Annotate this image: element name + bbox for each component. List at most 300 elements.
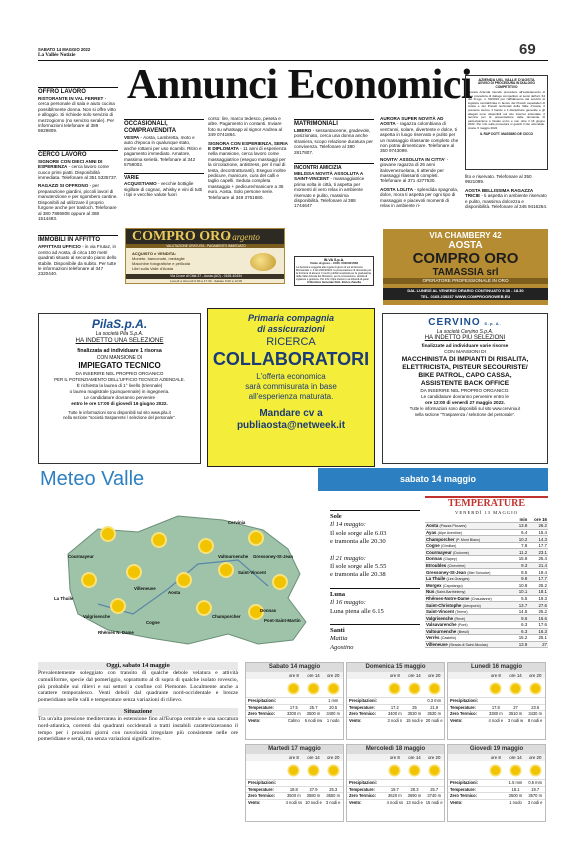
imprint-sign: Il Direttore Generale Dott. Enrico Zanella: [307, 280, 361, 285]
ad-line: TAMASSIA srl: [432, 267, 499, 278]
time-label: ore 8: [490, 673, 501, 678]
station-place: (P. Mont Blanc): [455, 537, 481, 542]
sun-icon: [390, 766, 399, 775]
temp-max: 16.6: [528, 615, 548, 622]
station-name: Etroubles: [426, 562, 447, 568]
col-max: ore 16: [528, 516, 548, 523]
temperature-row: [425, 529, 548, 536]
forecast-value: 21.9: [430, 704, 439, 710]
forecast-value: 3500 m: [287, 793, 301, 799]
forecast-value: 23.6: [531, 704, 540, 710]
row-label: Vento:: [248, 799, 261, 805]
sun-icon: [531, 766, 540, 775]
station-place: (Alpe Aventine): [437, 530, 462, 535]
forecast-row-zero: [448, 792, 545, 799]
ad-line: VIA CHAMBERY 42: [429, 231, 502, 240]
column-1: [38, 84, 118, 280]
map-city-label: Courmayeur: [68, 554, 94, 559]
row-label: Temperature:: [349, 704, 375, 710]
forecast-row-zero: [347, 710, 444, 717]
cervino-logo-text: CERVINO: [428, 317, 481, 328]
forecast-value: 3400 m: [388, 711, 402, 717]
row-label: Vento:: [450, 717, 463, 723]
category-occasionali: OCCASIONALI, COMPRAVENDITA: [124, 119, 204, 135]
temp-max: 25.2: [528, 582, 548, 589]
forecast-value: [385, 780, 405, 786]
today-forecast: [38, 662, 238, 743]
ad-line: Le candidature dovranno pervenire: [83, 394, 156, 400]
forecast-value: 3430 m: [528, 711, 542, 717]
sole-line: Il 14 maggio:: [330, 521, 366, 529]
station-place: (Revé): [454, 616, 466, 621]
temp-max: 25.2: [528, 608, 548, 615]
sun-icon: [329, 766, 338, 775]
ad-line: OPERATORE PROFESSIONALE IN ORO: [383, 278, 548, 284]
map-city-label: Cervinia: [228, 520, 246, 525]
forecast-value: 20 nodi e: [425, 717, 443, 723]
ad-lead: VESPA: [124, 135, 140, 140]
ad-line: PER IL POTENZIAMENTO DELL'UFFICIO TECNICO AZIENDALE.: [54, 376, 185, 382]
ad-line: Libri sulla Valle d'Aosta: [132, 266, 173, 271]
forecast-day-title: Giovedì 19 maggio: [448, 745, 545, 754]
temp-max: 21.4: [528, 562, 548, 569]
ad-line: BIKE PATROL, CAPO CASSA,: [418, 372, 512, 379]
ad-hours: DAL LUNEDÌ AL VENERDÌ ORARIO CONTINUATO 9.30 - 18.30: [383, 288, 548, 294]
row-label: Zero Termico:: [248, 711, 275, 717]
ad-body: - cerca personale di sala e aiuto cucina possibilmente donna. Non si offre vitto e alloggio. Si richiede solo servizio di mezzogiorno (no servizio serale). Per informazioni telefonare al 389 6929809.: [38, 96, 116, 134]
temperature-row: [425, 523, 548, 530]
ad-body: fito e riservato. Telefonare al 350 9921099.: [465, 174, 532, 185]
row-label: Zero Termico:: [450, 711, 477, 717]
forecast-row-temp: [448, 704, 545, 711]
temp-max: 18.1: [528, 589, 548, 596]
forecast-row-precip: [347, 697, 444, 704]
time-label: ore 14: [509, 755, 522, 760]
temperature-panel: [425, 496, 548, 648]
ad-title: COMPRO ORO: [132, 229, 232, 244]
time-label: ore 14: [408, 673, 421, 678]
sun-icon: [274, 576, 286, 588]
station-name: Champorcher: [426, 536, 455, 542]
notice-sub: AVVISO DI PROCEDURA IN DIALOGO COMPETITIVO: [477, 81, 536, 90]
station-place: (Chaudanne): [470, 596, 492, 601]
ad-hours: Lunedì a Venerdì 9.00 a 17.30 - Sabato 9.00 a 12.00: [169, 279, 243, 283]
ad-body: - giovane ragazza di 26 anni italovenezuelana, ti attende per massaggi rilassanti completi. Telefonare al 371 4277530.: [380, 156, 449, 184]
temp-min: 9.8: [514, 575, 528, 582]
temp-min: 10.8: [514, 582, 528, 589]
ad-line: La società Pila S.p.A.: [95, 331, 144, 337]
row-label: Vento:: [349, 799, 362, 805]
luna-line: Il 16 maggio:: [330, 599, 366, 607]
temp-max: 19.3: [528, 595, 548, 602]
situation-head: Situazione: [38, 708, 238, 716]
forecast-value: 3 nodi e: [325, 799, 341, 805]
ad-line: RICERCA: [266, 336, 316, 348]
ad-lead: ACQUISTIAMO: [124, 181, 157, 187]
station-place: (Strada di Saint-Nicolas): [448, 643, 488, 648]
forecast-value: [486, 800, 506, 806]
sun-moon-panel: [330, 510, 420, 652]
forecast-value: 18.1: [511, 786, 520, 792]
forecast-row-wind: [448, 717, 545, 724]
forecast-value: [284, 780, 304, 786]
temp-min: 14.5: [514, 608, 528, 615]
section-title: Annunci Economici: [127, 62, 473, 108]
temperature-row: [425, 622, 548, 629]
row-label: Temperature:: [248, 786, 274, 792]
ad-line: Tutte le informazioni sono disponibili sul sito www.cervinia.it: [409, 406, 521, 411]
temperature-row: [425, 641, 548, 648]
ad-line: AOSTA: [448, 240, 483, 251]
category-varie: VARIE: [124, 173, 204, 181]
time-label: ore 20: [427, 673, 441, 678]
station-place: (Capolango): [442, 583, 463, 588]
forecast-row-wind: [246, 717, 343, 724]
ad-body: - massaggiatrice prima volta in città, ti aspetta per momenti di vero relax in ambiente riservato e pulito, massima disponibilità. Telefonare al 388 1744647: [294, 176, 365, 209]
map-city-label: Rhêmes N. Dame: [98, 630, 134, 635]
station-place: (Breuil): [457, 629, 470, 634]
station-name: Morgex: [426, 582, 442, 588]
forecast-value: 25.7: [430, 786, 439, 792]
forecast-row-wind: [448, 799, 545, 806]
map-city-label: Donnas: [260, 608, 277, 613]
page-number: 69: [519, 41, 536, 58]
forecast-row-precip: [448, 697, 545, 704]
temperature-row: [425, 575, 548, 582]
ad-line: HA INDETTO UNA SELEZIONE: [75, 337, 164, 344]
ad-tag: VALUTAZIONE GRATUITA - PAGAMENTO IMMEDIATO: [126, 244, 285, 248]
map-city-label: Valtournenche: [218, 554, 249, 559]
ad-body: - sessantacenne, gradevole, posizionato, cerca una donna anche straniera, scopo relazione duratura per convivenza. Telefonare al 380 2817807.: [294, 128, 373, 155]
sun-icon: [250, 532, 262, 544]
forecast-row-wind: [246, 799, 343, 806]
sun-icon: [309, 766, 318, 775]
forecast-value: 4 nodi e: [488, 717, 504, 723]
forecast-value: 3 nodi n: [387, 717, 403, 723]
temperature-row: [425, 542, 548, 549]
temperature-row: [425, 556, 548, 563]
forecast-value: 0.3 mm: [427, 698, 441, 703]
row-label: Vento:: [349, 717, 362, 723]
imprint-body: La Società è soggetta alle regole di gioco di cui al Decreto Ministeriale n. 4 del 23/04/2022: la presentazione di domande per la fornitura di almeno 3 mezzi pubblici esplorati per la graduatoria della Valle d'Aosta del Ministero, per la concessione, attività di vigilanza e gestione. Per info: https://www.in.va.it/bandi-di-gara/: [296, 265, 372, 281]
row-label: Precipitazioni:: [349, 780, 377, 785]
map-city-label: Cogne: [146, 620, 160, 625]
temp-max: 15.4: [528, 529, 548, 536]
forecast-value: [486, 780, 506, 786]
map-city-label: Saint-Vincent: [238, 570, 266, 575]
meteo-title: Meteo Valle: [40, 468, 145, 490]
forecast-row-precip: [448, 779, 545, 786]
forecast-day-title: Sabato 14 maggio: [246, 663, 343, 672]
station-name: Cogne: [426, 543, 440, 549]
ad-line: MACCHINISTA DI IMPIANTI DI RISALITA,: [401, 356, 529, 363]
imprint-head: IN.VA S.p.A.: [323, 258, 345, 262]
forecast-value: [486, 698, 506, 704]
sun-icon: [200, 540, 212, 552]
station-name: Gressoney-St-Jean: [426, 569, 467, 575]
ad-line: Macchine fotografiche e pellicola: [132, 261, 191, 266]
luna-head: Luna: [330, 588, 420, 599]
forecast-value: 1.5 mm: [508, 780, 523, 785]
forecast-day-box: [245, 744, 344, 822]
ad-line: ACQUISTO e VENDITA:: [132, 251, 177, 256]
station-name: Aosta: [426, 523, 439, 529]
forecast-value: [405, 780, 425, 786]
forecast-row-precip: [246, 779, 343, 786]
station-place: (Pont): [457, 623, 468, 628]
station-name: Valgrisenche: [426, 615, 454, 621]
station-place: (Dolonne): [453, 550, 469, 555]
forecast-value: [486, 793, 506, 799]
temp-min: 9.6: [514, 615, 528, 622]
forecast-value: [304, 698, 324, 704]
temp-min: 11.2: [514, 549, 528, 556]
forecast-value: [424, 780, 444, 786]
forecast-value: 25.3: [329, 786, 338, 792]
forecast-value: 3400 m: [326, 711, 340, 717]
agency-ad: [207, 308, 375, 467]
category-immobili: IMMOBILI IN AFFITTO: [38, 235, 118, 244]
ad-lead: AURORA SUPER NOVITÀ AD AOSTA: [380, 116, 444, 127]
time-label: ore 14: [307, 755, 320, 760]
forecast-value: 3570 m: [528, 793, 542, 799]
temp-max: 17.7: [528, 575, 548, 582]
ad-lead: RISTORANTE IN VAL FERRET: [38, 96, 104, 101]
forecast-value: 1 nodo: [509, 799, 522, 805]
forecast-day-title: Domenica 15 maggio: [347, 663, 444, 672]
santi-line: Agostino: [330, 643, 354, 651]
temp-min: 9.3: [514, 562, 528, 569]
ad-body: - ti aspetta in ambiente riservato e pulito, massima dolcezza e disponibilità. Telefonare al 345 9416264.: [465, 193, 548, 210]
station-place: (Aeroporto): [462, 603, 481, 608]
category-incontri: INCONTRI AMICIZIA: [294, 163, 374, 171]
station-name: Verrès: [426, 635, 440, 641]
forecast-value: 19.7: [531, 786, 540, 792]
forecast-value: 19.7: [390, 786, 399, 792]
column-4: [294, 116, 374, 212]
temp-min: 13.8: [514, 523, 528, 530]
time-label: ore 20: [326, 673, 340, 678]
column-3: [208, 116, 288, 203]
temperature-row: [425, 602, 548, 609]
forecast-row-precip: [246, 697, 343, 704]
forecast-row-temp: [246, 704, 343, 711]
sun-icon: [491, 766, 500, 775]
map-city-label: Villeneuve: [134, 586, 156, 591]
row-label: Precipitazioni:: [450, 698, 478, 703]
forecast-value: 8 nodi e: [527, 717, 543, 723]
forecast-value: [525, 698, 545, 704]
santi-head: Santi: [330, 624, 420, 635]
header-rule: [38, 60, 548, 61]
santi-line: Mattia: [330, 635, 348, 643]
forecast-row-wind: [347, 799, 444, 806]
ad-line: finalizzata ad individuare 1 risorsa: [77, 347, 162, 354]
category-matrimoniali: MATRIMONIALI: [294, 119, 374, 128]
sun-icon: [128, 566, 140, 578]
sun-icon: [390, 684, 399, 693]
forecast-value: 17.8: [491, 704, 500, 710]
ad-title: COMPRO ORO: [412, 250, 519, 267]
sun-icon: [531, 684, 540, 693]
temperature-row: [425, 582, 548, 589]
sun-icon: [491, 684, 500, 693]
temperature-row: [425, 536, 548, 543]
forecast-value: 3530 m: [427, 711, 441, 717]
ad-line: ELETTRICISTA, PISTEUR SECOURISTE/: [402, 364, 528, 371]
temperature-row: [425, 595, 548, 602]
map-city-label: Gressoney-St-Jean: [253, 554, 294, 559]
time-label: ore 8: [288, 755, 299, 760]
temp-max: 23.1: [528, 549, 548, 556]
ad-body: - in via Frutaz, in centro ad Aosta, di circa 100 metri quadrati situato al secondo piano dello stabile. Disponibile da subito. Per tutte le informazioni telefonare al 347 2320440.: [38, 244, 117, 277]
temp-max: 14.3: [528, 536, 548, 543]
sun-icon: [112, 600, 124, 612]
ad-lead: MELISSA NOVITÀ ASSOLUTA A SAINT-VINCENT: [294, 171, 363, 182]
station-name: Valtournenche: [426, 628, 457, 634]
col-min: min: [514, 516, 528, 523]
forecast-value: 27: [513, 704, 518, 710]
temp-min: 13.7: [514, 602, 528, 609]
station-place: (Piazza Plouves): [439, 524, 467, 529]
temp-min: 15.8: [514, 556, 528, 563]
ad-lead: SIGNORE CON DIECI ANNI DI ESPERIENZA: [38, 158, 103, 170]
sole-line: e tramonta alle 20.30: [330, 538, 386, 546]
sun-icon: [511, 766, 520, 775]
forecast-value: 25.7: [309, 704, 318, 710]
temperature-row: [425, 635, 548, 642]
station-place: (Biel Schocke): [467, 570, 491, 575]
station-place: (Saint-Barthélemy): [435, 590, 466, 595]
ad-lead: AOSTA LOLITA: [380, 186, 414, 192]
row-label: Vento:: [450, 799, 463, 805]
cervino-logo-sub: S.p.A.: [484, 321, 502, 326]
ad-line: nella sezione "società trasparente / selezione del personale".: [63, 415, 176, 420]
ad-line: Primaria compagnia: [247, 313, 335, 323]
today-body: Prevalentemente soleggiato con transito di qualche debole velatura e attività cumuliforme, specie dal pomeriggio, soprattutto al di sopra di qualche isolato rovescio, più probabile sui rilievi e sui settori a confine col Piemonte. Localmente anche a carattere temporalesco. Venti deboli dal quadrante nord-occidentale e brezze pomeridiane nelle valli e temperature senza variazioni di rilievo.: [38, 670, 238, 704]
forecast-value: Calmo: [287, 717, 300, 723]
gold-coin-icon: [250, 253, 276, 271]
sun-icon: [178, 574, 190, 586]
ad-line: di assicurazioni: [257, 324, 325, 334]
temp-max: 27.6: [528, 602, 548, 609]
row-label: Vento:: [248, 717, 261, 723]
forecast-row-zero: [347, 792, 444, 799]
ad-line: CON MANSIONE DI: [96, 354, 143, 361]
ad-body: - per preparazione giardini, piccoli lavori di manutenzione e per sgombero cantine. Disponibili ad utilizzare il proprio furgone anche per trasloch. Telefonare al 380 7886808 oppure al 388 1514493.: [38, 183, 118, 221]
header-date: SABATO 14 MAGGIO 2022: [38, 47, 91, 52]
temp-min: 7.8: [514, 542, 528, 549]
ad-body: - splendida spagnola, dolce, mora ti aspetta per ogni tipo di massaggio e piacevoli momenti di relax in ambiente ri-: [380, 186, 459, 209]
forecast-value: 4 nodi ss: [386, 799, 404, 805]
sole-line: Il sole sorge alle 5.55: [330, 563, 387, 571]
pila-ad: [38, 313, 201, 464]
temperature-table: [425, 516, 548, 648]
sun-icon: [289, 766, 298, 775]
temperature-row: [425, 549, 548, 556]
temp-min: 8.5: [514, 569, 528, 576]
forecast-value: [405, 698, 425, 704]
station-name: Rhêmes-Notre-Dame: [426, 595, 470, 601]
ad-line: HA INDETTO PIÙ SELEZIONI: [424, 335, 506, 341]
ad-body: - cerca lavoro come cuoco primi piatti. Disponibilità immediata. Telefonare al 351 5335737.: [38, 164, 118, 181]
forecast-value: 3 nodi e: [527, 799, 543, 805]
row-label: Temperature:: [450, 704, 476, 710]
ad-lead: NOVITA' ASSOLUTA IN CITTA': [380, 156, 446, 162]
cervino-logo: [386, 317, 544, 329]
notice-sign: IL RUP DOTT. MASSIMO DE CICCO: [479, 131, 533, 136]
time-label: ore 8: [389, 755, 400, 760]
ad-lead: AOSTA BELLISSIMA RAGAZZA TRICIE: [465, 187, 534, 199]
ad-line: all'esperienza maturata.: [248, 392, 334, 401]
row-label: Temperature:: [450, 786, 476, 792]
sun-icon: [329, 684, 338, 693]
time-label: ore 14: [509, 673, 522, 678]
ad-line: entro le ore 17:00 di giovedì 16 giugno 2022.: [71, 400, 168, 406]
ad-body: corso: lire, marco tedesco, peseta e altre. Pagamento in contanti. Inviare foto su whatsapp al signor Andrea al 349 0741864.: [208, 116, 283, 138]
row-label: Zero Termico:: [450, 793, 477, 799]
temp-min: 5.5: [514, 595, 528, 602]
temp-min: 6.3: [514, 622, 528, 629]
compro-oro-ad: [125, 228, 285, 284]
temperature-subtitle: VENERDÌ 13 MAGGIO: [455, 510, 518, 515]
temp-min: 10.1: [514, 589, 528, 596]
ad-line: La società Cervino S.p.A.: [436, 329, 494, 335]
forecast-day-title: Mercoledì 18 maggio: [347, 745, 444, 754]
temp-min: 6.4: [514, 529, 528, 536]
ad-line: Monete, banconote, medaglie: [132, 256, 185, 261]
usl-notice: [465, 75, 548, 170]
forecast-value: 17.5: [289, 704, 298, 710]
notice-head: AZIENDA USL VALLE D'AOSTA: [478, 78, 535, 82]
ad-lead: AFFITTASI UFFICIO: [38, 244, 81, 250]
ad-email[interactable]: publiaosta@netweek.it: [236, 420, 346, 431]
tamassia-ad: [383, 229, 548, 305]
forecast-row-temp: [347, 704, 444, 711]
ad-line: Tutte le informazioni sono disponibili sul sito www.pila.it: [68, 409, 171, 415]
row-label: Zero Termico:: [248, 793, 275, 799]
column-2: [124, 116, 204, 201]
time-label: ore 14: [408, 755, 421, 760]
ad-line: ore 12:00 di venerdì 27 maggio 2022.: [425, 400, 505, 405]
forecast-day-box: [447, 744, 546, 822]
ad-lead: LIBERO: [294, 128, 312, 133]
sun-icon: [198, 602, 210, 614]
forecast-day-box: [346, 662, 445, 740]
temp-max: 27: [528, 641, 548, 648]
station-name: Saint-Christophe: [426, 602, 462, 608]
sun-icon: [430, 766, 439, 775]
forecast-day-box: [346, 744, 445, 822]
forecast-value: 3580 m: [306, 793, 321, 799]
ad-address: Via Croce di Città 37 - Aosta (AO) - 0165-40434: [126, 274, 285, 279]
time-label: ore 20: [528, 673, 542, 678]
sun-icon: [83, 574, 95, 586]
forecast-value: 3530 m: [407, 711, 422, 717]
ad-line: sarà commisurata in base: [245, 382, 337, 391]
sun-icon: [430, 684, 439, 693]
notice-body: Questa Azienda intende procedere all'espletamento di una procedura di dialogo competitivo ai sensi dell'art. 64 del D.Lgs. n. 50/2016 per l'affidamento del servizio di logistica centralizzata in favore del Presidi ospedalieri di Aosta e dei Presidi territoriali della Valle d'Aosta. Il presente avviso, il bando e il disciplinare generale e gli allegati sono disponibili sul sito internet aziendale. Il termine per la presentazione delle domande di partecipazione è fissato entro e non oltre il 16 giugno 2022. Per info sulla procedura si guardi il sito aziendale. Aosta, 6 maggio 2022.: [468, 90, 545, 130]
station-place: (Castello): [440, 636, 457, 641]
forecast-value: 28.3: [410, 786, 419, 792]
sun-icon: [309, 684, 318, 693]
row-label: Temperature:: [349, 786, 375, 792]
station-name: La Thuile: [426, 576, 446, 582]
forecast-row-temp: [347, 786, 444, 793]
temperature-row: [425, 569, 548, 576]
temp-max: 26.2: [528, 523, 548, 530]
station-name: Villeneuve: [426, 642, 448, 648]
